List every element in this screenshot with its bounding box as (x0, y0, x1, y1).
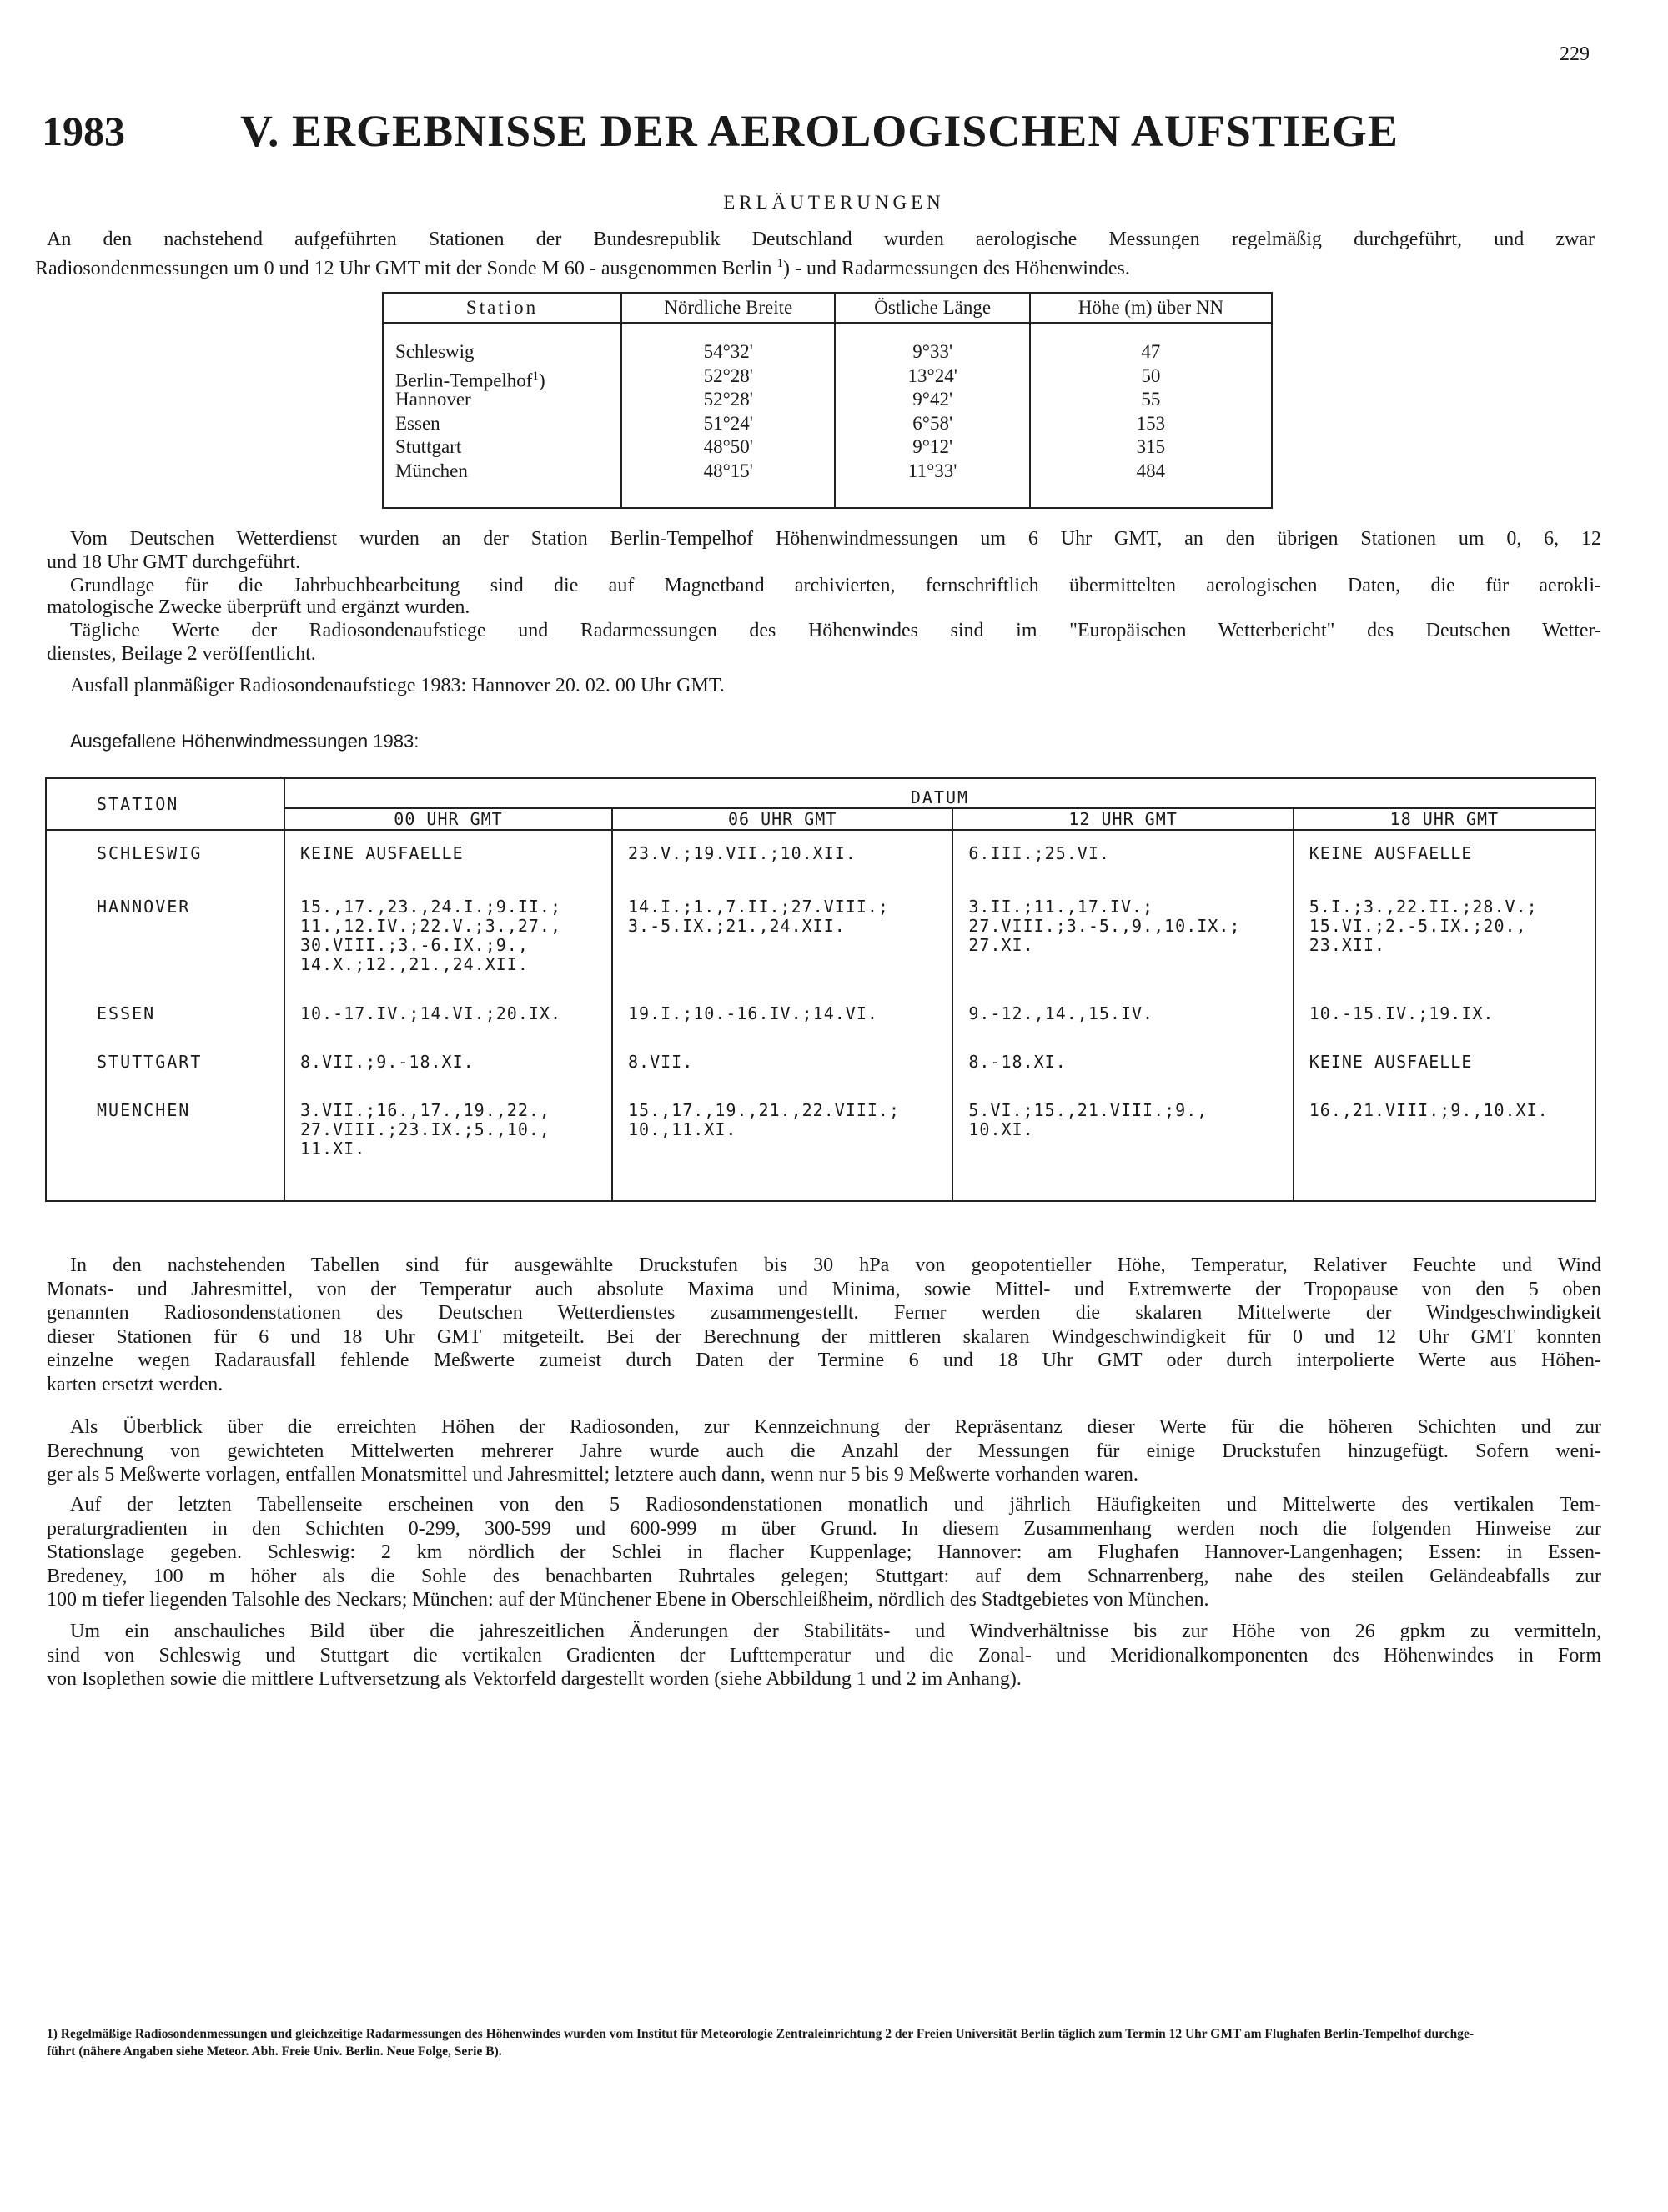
intro-line-2a: Radiosondenmessungen um 0 und 12 Uhr GMT mit der Sonde M 60 - ausgenommen Berlin (35, 258, 772, 279)
station-table-header (383, 293, 1272, 323)
body-line: 100 m tiefer liegenden Talsohle des Neckars; München: auf der Münchener Ebene in Oberschleißheim, nördlich des Stadtgebietes von München. (47, 1589, 1209, 1611)
body-line: Um ein anschauliches Bild über die jahreszeitlichen Änderungen der Stabilitäts- und Windverhältnisse bis zur Höhe von 26 gpkm zu vermitteln, (70, 1621, 1601, 1642)
cell-12: 8.-18.XI. (952, 1046, 1293, 1094)
station-name: Berlin-Tempelhof$^1$) (395, 369, 545, 391)
header-station: Station (383, 293, 621, 323)
intro-paragraph (47, 228, 1595, 252)
station-name: München (395, 460, 468, 481)
header-18-gmt: 18 UHR GMT (1294, 808, 1595, 830)
cell-18: 16.,21.VIII.;9.,10.XI. (1294, 1094, 1595, 1201)
cell-06: 19.I.;10.-16.IV.;14.VI. (612, 996, 952, 1046)
paragraph-1-line-2: und 18 Uhr GMT durchgeführt. (47, 551, 301, 573)
altitude-value: 55 (1141, 389, 1161, 410)
body-line: Stationslage gegeben. Schleswig: 2 km nördlich der Schlei in flacher Kuppenlage; Hannover: am Flughafen Hannover-Langenhagen; Essen: in Essen- (47, 1541, 1601, 1564)
body-line: Bredeney, 100 m höher als die Sohle des benachbarten Ruhrtales gelegen; Stuttgart: auf dem Schnarrenberg, nahe des steilen Geländeabfalls zur (47, 1565, 1601, 1587)
altitude-value: 47 (1141, 341, 1161, 362)
station-name: Hannover (395, 389, 471, 410)
body-line: peraturgradienten in den Schichten 0-299, 300-599 und 600-999 m über Grund. In diesem Zusammenhang werden noch die folgenden Hinweise zur (47, 1517, 1601, 1540)
latitude-value: 51°24' (703, 412, 753, 434)
header-00-gmt: 00 UHR GMT (284, 808, 612, 830)
latitude-column (621, 323, 835, 508)
longitude-value: 13°24' (907, 364, 957, 386)
body-line: dieser Stationen für 6 und 18 Uhr GMT mitgeteilt. Bei der Berechnung der mittleren skalaren Windgeschwindigkeit für 0 und 12 Uhr GMT konnten (47, 1325, 1601, 1348)
station-name: Schleswig (395, 341, 475, 362)
page-title: V. ERGEBNISSE DER AEROLOGISCHEN AUFSTIEGE (240, 106, 1399, 156)
longitude-column (835, 323, 1029, 508)
cell-18: KEINE AUSFAELLE (1294, 830, 1595, 891)
footnote-marker: 1 (776, 257, 783, 270)
cell-12: 6.III.;25.VI. (952, 830, 1293, 891)
cell-18: KEINE AUSFAELLE (1294, 1046, 1595, 1094)
header-station: STATION (46, 778, 284, 830)
latitude-value: 52°28' (703, 389, 753, 410)
paragraph-3-line-2: dienstes, Beilage 2 veröffentlicht. (47, 643, 316, 665)
cell-12: 9.-12.,14.,15.IV. (952, 996, 1293, 1046)
station-name-column (383, 323, 621, 508)
body-line: Berechnung von gewichteten Mittelwerten mehrerer Jahre wurde auch die Anzahl der Messungen für einige Druckstufen hinzugefügt. Sofern weni- (47, 1440, 1601, 1462)
header-datum: DATUM (284, 778, 1595, 808)
altitude-value: 153 (1136, 412, 1166, 434)
intro-paragraph-2 (35, 252, 1595, 281)
altitude-value: 50 (1141, 364, 1161, 386)
header-06-gmt: 06 UHR GMT (612, 808, 952, 830)
body-line: ger als 5 Meßwerte vorlagen, entfallen Monatsmittel und Jahresmittel; letztere auch dann, wenn nur 5 bis 9 Meßwerte vorhanden waren. (47, 1464, 1138, 1486)
body-line: Als Überblick über die erreichten Höhen der Radiosonden, zur Kennzeichnung der Repräsentanz dieser Werte für die höheren Schichten und zur (70, 1416, 1601, 1438)
cell-06: 15.,17.,19.,21.,22.VIII.; 10.,11.XI. (612, 1094, 952, 1201)
table-row (46, 1094, 1595, 1201)
body-line: von Isoplethen sowie die mittlere Luftversetzung als Vektorfeld dargestellt worden (siehe Abbildung 1 und 2 im Anhang). (47, 1668, 1022, 1691)
body-line: karten ersetzt werden. (47, 1373, 224, 1395)
latitude-value: 54°32' (703, 341, 753, 362)
section-subheading: ERLÄUTERUNGEN (723, 192, 945, 213)
body-line: Auf der letzten Tabellenseite erscheinen von den 5 Radiosondenstationen monatlich und jährlich Häufigkeiten und Mittelwerte des vertikalen Tem- (70, 1494, 1601, 1516)
header-altitude: Höhe (m) über NN (1030, 293, 1272, 323)
cell-06: 14.I.;1.,7.II.;27.VIII.; 3.-5.IX.;21.,24.XII. (612, 891, 952, 996)
latitude-value: 48°50' (703, 436, 753, 457)
year-label: 1983 (42, 108, 125, 154)
station-cell: ESSEN (46, 996, 284, 1046)
longitude-value: 9°33' (912, 341, 953, 362)
paragraph-4: Ausfall planmäßiger Radiosondenaufstiege 1983: Hannover 20. 02. 00 Uhr GMT. (70, 675, 725, 696)
station-table (382, 292, 1273, 509)
failures-table (45, 777, 1596, 1202)
paragraph-2-line-1: Grundlage für die Jahrbuchbearbeitung sind die auf Magnetband archivierten, fernschriftlich übermittelten aerologischen Daten, die für aerokli- (70, 575, 1601, 596)
cell-00: KEINE AUSFAELLE (284, 830, 612, 891)
body-paragraph-1 (47, 1254, 1601, 1397)
station-name: Essen (395, 412, 440, 434)
body-line: einzelne wegen Radarausfall fehlende Meßwerte zumeist durch Daten der Termine 6 und 18 Uhr GMT oder durch interpolierte Werte aus Höhen- (47, 1350, 1601, 1372)
station-name: Stuttgart (395, 436, 462, 457)
longitude-value: 11°33' (907, 460, 957, 481)
station-cell: HANNOVER (46, 891, 284, 996)
station-cell: MUENCHEN (46, 1094, 284, 1201)
footnote-line-2: führt (nähere Angaben siehe Meteor. Abh. Freie Univ. Berlin. Neue Folge, Serie B). (47, 2044, 502, 2059)
header-latitude: Nördliche Breite (621, 293, 835, 323)
cell-18: 10.-15.IV.;19.IX. (1294, 996, 1595, 1046)
header-12-gmt: 12 UHR GMT (952, 808, 1293, 830)
body-line: genannten Radiosondenstationen des Deutschen Wetterdienstes zusammengestellt. Ferner werden die skalaren Mittelwerte der Windgeschwindigkeit (47, 1302, 1601, 1325)
header-longitude: Östliche Länge (835, 293, 1029, 323)
longitude-value: 9°42' (912, 389, 953, 410)
cell-00: 10.-17.IV.;14.VI.;20.IX. (284, 996, 612, 1046)
failures-caption: Ausgefallene Höhenwindmessungen 1983: (70, 731, 420, 752)
table-row (46, 891, 1595, 996)
cell-06: 8.VII. (612, 1046, 952, 1094)
cell-06: 23.V.;19.VII.;10.XII. (612, 830, 952, 891)
table-row (46, 996, 1595, 1046)
body-line: In den nachstehenden Tabellen sind für ausgewählte Druckstufen bis 30 hPa von geopotentieller Höhe, Temperatur, Relativer Feuchte und Wind (70, 1254, 1601, 1276)
paragraph-3-line-1: Tägliche Werte der Radiosondenaufstiege und Radarmessungen des Höhenwindes sind im "Europäischen Wetterbericht" des Deutschen Wetter- (70, 620, 1601, 641)
latitude-value: 48°15' (703, 460, 753, 481)
paragraph-1-line-1: Vom Deutschen Wetterdienst wurden an der Station Berlin-Tempelhof Höhenwindmessungen um 6 Uhr GMT, an den übrigen Stationen um 0, 6, 12 (70, 528, 1601, 550)
cell-12: 3.II.;11.,17.IV.; 27.VIII.;3.-5.,9.,10.IX.; 27.XI. (952, 891, 1293, 996)
intro-line-1: An den nachstehend aufgeführten Stationen der Bundesrepublik Deutschland wurden aerologische Messungen regelmäßig durchgeführt, und zwar (47, 229, 1595, 250)
table-row (46, 1046, 1595, 1094)
intro-line-2b: ) - und Radarmessungen des Höhenwindes. (782, 258, 1130, 279)
page-number: 229 (1560, 43, 1590, 65)
footnote (47, 2025, 1615, 2060)
body-line: sind von Schleswig und Stuttgart die vertikalen Gradienten der Lufttemperatur und die Zonal- und Meridionalkomponenten des Höhenwindes in Form (47, 1644, 1601, 1667)
body-line: Monats- und Jahresmittel, von der Temperatur auch absolute Maxima und Minima, sowie Mittel- und Extremwerte der Tropopause von den 5 oben (47, 1278, 1601, 1300)
altitude-value: 484 (1136, 460, 1166, 481)
cell-12: 5.VI.;15.,21.VIII.;9., 10.XI. (952, 1094, 1293, 1201)
body-paragraph-4 (47, 1620, 1601, 1692)
body-paragraph-3 (47, 1493, 1601, 1612)
altitude-value: 315 (1136, 436, 1166, 457)
latitude-value: 52°28' (703, 364, 753, 386)
longitude-value: 6°58' (912, 412, 953, 434)
paragraph-2-line-2: matologische Zwecke überprüft und ergänzt wurden. (47, 596, 470, 618)
cell-18: 5.I.;3.,22.II.;28.V.; 15.VI.;2.-5.IX.;20., 23.XII. (1294, 891, 1595, 996)
altitude-column (1030, 323, 1272, 508)
cell-00: 15.,17.,23.,24.I.;9.II.; 11.,12.IV.;22.V.;3.,27., 30.VIII.;3.-6.IX.;9., 14.X.;12.,21.,24.XII. (284, 891, 612, 996)
longitude-value: 9°12' (912, 436, 953, 457)
body-paragraph-2 (47, 1415, 1601, 1487)
station-cell: STUTTGART (46, 1046, 284, 1094)
cell-00: 3.VII.;16.,17.,19.,22., 27.VIII.;23.IX.;5.,10., 11.XI. (284, 1094, 612, 1201)
table-row (46, 830, 1595, 891)
station-cell: SCHLESWIG (46, 830, 284, 891)
cell-00: 8.VII.;9.-18.XI. (284, 1046, 612, 1094)
footnote-line-1: 1) Regelmäßige Radiosondenmessungen und gleichzeitige Radarmessungen des Höhenwindes wurden vom Institut für Meteorologie Zentraleinrichtung 2 der Freien Universität Berlin täglich zum Termin 12 Uhr GMT am Flughafen Berlin-Tempelhof durchge- (47, 2027, 1475, 2041)
